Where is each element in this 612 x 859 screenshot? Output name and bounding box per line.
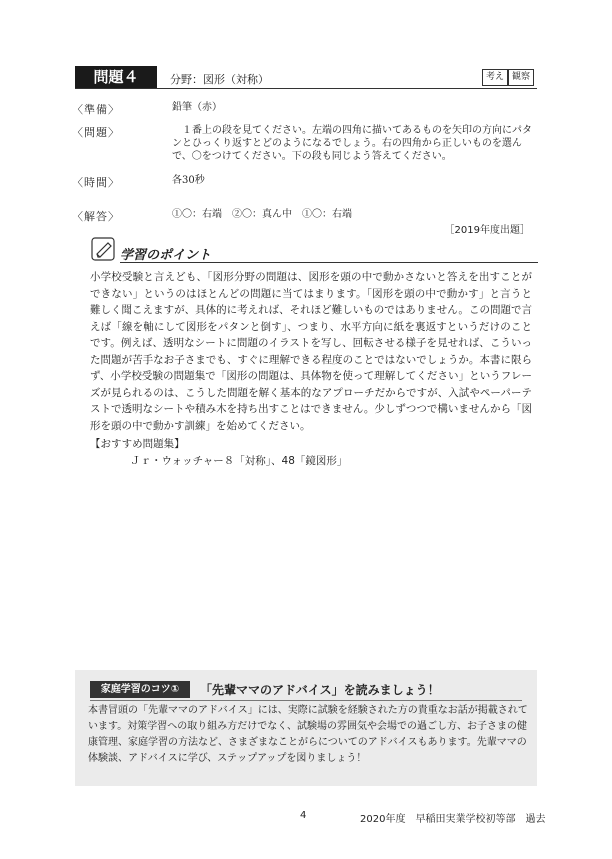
label-preparation: 〈準備〉 xyxy=(72,103,120,116)
point-title: 学習のポイント xyxy=(120,248,212,263)
tip-label: 家庭学習のコツ① xyxy=(90,681,190,698)
page-number: 4 xyxy=(300,810,307,821)
field-label: 分野：図形（対称） xyxy=(170,73,269,86)
time-text: 各30秒 xyxy=(172,175,205,186)
footer-title: 2020年度 早稲田実業学校初等部 過去 xyxy=(360,814,546,825)
label-time: 〈時間〉 xyxy=(72,176,120,189)
recommend-item: Ｊｒ・ウォッチャー８「対称」、48「鏡図形」 xyxy=(130,455,348,467)
tag-observation: 観察 xyxy=(508,69,534,86)
tag-thinking: 考え xyxy=(482,69,508,86)
label-answer: 〈解答〉 xyxy=(72,210,120,223)
tip-text: 本書冒頭の「先輩ママのアドバイス」には、実際に試験を経験された方の貴重なお話が掲載されています。対策学習への取り組み方だけでなく、試験場の雰囲気や会場での過ごし方、お子さまの健康管理、家庭学習の方法など、さまざまなことがらについてのアドバイスもあります。先輩ママの体験談、アドバイスに学び、ステップアップを図りましょう！ xyxy=(88,705,528,764)
tip-divider xyxy=(90,700,522,701)
point-divider xyxy=(120,262,538,263)
label-question: 〈問題〉 xyxy=(72,126,120,139)
tip-title: 「先輩ママのアドバイス」を読みましょう！ xyxy=(200,683,440,697)
question-text: １番上の段を見てください。左端の四角に描いてあるものを矢印の方向にパタンとひっくり返すとどのようになるでしょう。右の四角から正しいものを選んで、〇をつけてください。下の段も同じよう答えてください。 xyxy=(172,125,532,162)
preparation-text: 鉛筆（赤） xyxy=(172,102,222,113)
answer-text: ①〇：右端 ②〇：真ん中 ①〇：右端 xyxy=(172,209,352,220)
point-body: 小学校受験と言えども、「図形分野の問題は、図形を頭の中で動かさないと答えを出すことができない」というのはほとんどの問題に当てはまります。「図形を頭の中で動かす」と言うと難しく聞こえますが、具体的に考えれば、それほど難しいものではありません。この問題で言えば「線を軸にして図形をパタンと倒す」、つまり、水平方向に紙を裏返すというだけのことです。例えば、透明なシートに問題のイラストを写し、回転させる様子を見せれば、こういった問題が苦手なお子さまでも、すぐに理解できる程度のことではないでしょうか。本書に限らず、小学校受験の問題集で「図形の問題は、具体物を使って理解してください」というフレーズが見られるのは、こうした問題を解く基本的なアプローチだからですが、入試やペーパーテストで透明なシートや積み木を持ち出すことはできません。少しずつつで構いませんから「図形を頭の中で動かす訓練」を始めてください。 xyxy=(90,271,532,432)
recommend-title: 【おすすめ問題集】 xyxy=(90,438,185,450)
pencil-icon xyxy=(90,236,118,264)
question-tag: 問題４ xyxy=(75,66,157,88)
year-note: ［2019年度出題］ xyxy=(444,225,530,236)
